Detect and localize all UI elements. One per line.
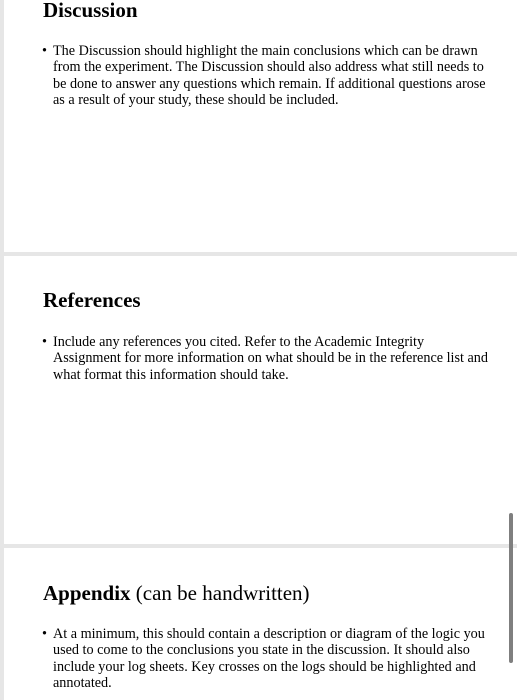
scrollbar[interactable] xyxy=(509,513,513,663)
slide-title: Discussion xyxy=(43,0,138,22)
bullet-text: Include any references you cited. Refer to the Academic Integrity Assignment for more information on what should be in the reference list and what format this information should take. xyxy=(53,334,488,383)
bullet-point xyxy=(42,626,493,691)
bullet-marker: • xyxy=(42,334,47,350)
slide-references xyxy=(4,256,517,544)
bullet-point xyxy=(42,43,493,108)
title-note: (can be handwritten) xyxy=(135,581,310,605)
title-text: Appendix xyxy=(43,581,131,605)
bullet-text: At a minimum, this should contain a description or diagram of the logic you used to come to the conclusions you state in the discussion. It should also include your log sheets. Key crosses on the logs should be highlighted and annotated. xyxy=(53,626,485,691)
bullet-text: The Discussion should highlight the main conclusions which can be drawn from the experiment. The Discussion should also address what still needs to be done to answer any questions which remain. If additional questions arose as a result of your study, these should be included. xyxy=(53,43,486,108)
bullet-marker: • xyxy=(42,43,47,59)
slide-title xyxy=(43,581,310,605)
slide-title: References xyxy=(43,288,141,312)
bullet-marker: • xyxy=(42,626,47,642)
bullet-point xyxy=(42,334,493,383)
slide-appendix xyxy=(4,548,517,700)
slide-discussion xyxy=(4,0,517,252)
